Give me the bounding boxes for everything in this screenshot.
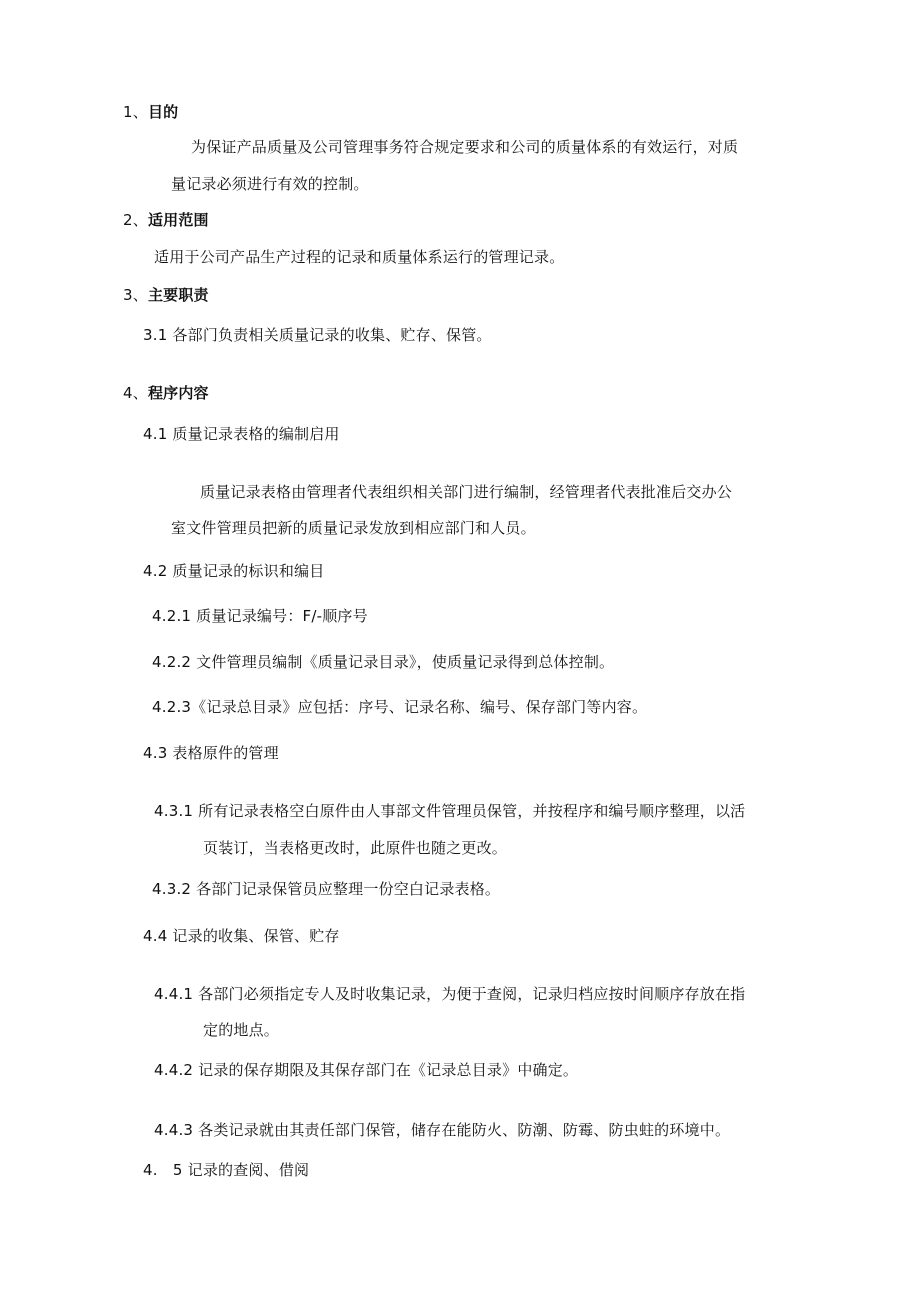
section-4-number: 4、 [123, 384, 148, 402]
item-4-3-2: 4.3.2 各部门记录保管员应整理一份空白记录表格。 [152, 880, 501, 898]
section-4-title: 程序内容 [147, 384, 209, 402]
item-4-4: 4.4 记录的收集、保管、贮存 [143, 927, 340, 945]
item-4-4-2: 4.4.2 记录的保存期限及其保存部门在《记录总目录》中确定。 [154, 1061, 579, 1079]
section-1-heading [123, 102, 178, 122]
section-1-paragraph-line-1: 为保证产品质量及公司管理事务符合规定要求和公司的质量体系的有效运行，对质 [191, 138, 739, 156]
section-2-heading [123, 210, 209, 230]
item-4-4-1-line-1: 4.4.1 各部门必须指定专人及时收集记录，为便于查阅，记录归档应按时间顺序存放在指 [154, 985, 746, 1003]
section-2-number: 2、 [123, 211, 148, 229]
section-3-title: 主要职责 [147, 286, 209, 304]
item-3-1: 3.1 各部门负责相关质量记录的收集、贮存、保管。 [143, 326, 492, 344]
section-1-title: 目的 [147, 103, 179, 121]
item-4-4-3: 4.4.3 各类记录就由其责任部门保管，储存在能防火、防潮、防霉、防虫蛀的环境中。 [154, 1121, 731, 1139]
section-1-paragraph-line-2: 量记录必须进行有效的控制。 [171, 175, 369, 193]
item-4-1: 4.1 质量记录表格的编制启用 [143, 425, 340, 443]
section-3-heading [123, 285, 209, 305]
item-4-2: 4.2 质量记录的标识和编目 [143, 562, 325, 580]
item-4-2-1: 4.2.1 质量记录编号：F/-顺序号 [152, 607, 368, 625]
section-2-title: 适用范围 [147, 211, 209, 229]
section-4-heading [123, 383, 209, 403]
item-4-4-1-line-2: 定的地点。 [203, 1021, 280, 1039]
item-4-2-2: 4.2.2 文件管理员编制《质量记录目录》，使质量记录得到总体控制。 [152, 653, 615, 671]
section-3-number: 3、 [123, 286, 148, 304]
item-4-3: 4.3 表格原件的管理 [143, 744, 279, 762]
item-4-5: 4. 5 记录的查阅、借阅 [143, 1161, 310, 1179]
item-4-3-1-line-2: 页装订，当表格更改时，此原件也随之更改。 [203, 839, 508, 857]
section-2-paragraph: 适用于公司产品生产过程的记录和质量体系运行的管理记录。 [154, 248, 565, 266]
item-4-3-1-line-1: 4.3.1 所有记录表格空白原件由人事部文件管理员保管，并按程序和编号顺序整理，以活 [154, 802, 746, 820]
section-1-number: 1、 [123, 103, 148, 121]
item-4-2-3: 4.2.3《记录总目录》应包括：序号、记录名称、编号、保存部门等内容。 [152, 698, 648, 716]
item-4-1-paragraph-line-2: 室文件管理员把新的质量记录发放到相应部门和人员。 [171, 519, 536, 537]
item-4-1-paragraph-line-1: 质量记录表格由管理者代表组织相关部门进行编制，经管理者代表批准后交办公 [200, 483, 733, 501]
